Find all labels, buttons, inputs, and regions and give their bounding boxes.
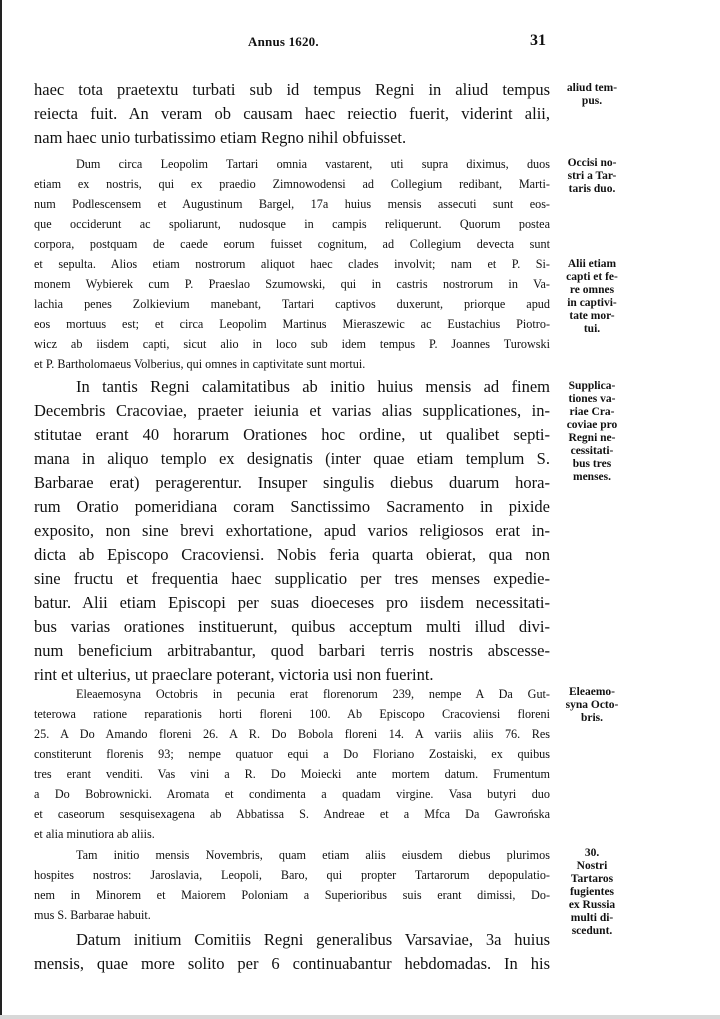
- text-line: num beneficium arbitrabantur, quod barbari terris nostris abscesse-: [34, 641, 550, 660]
- paragraph-4: [34, 684, 550, 844]
- note-line: coviae pro: [566, 419, 618, 431]
- note-line: Regni ne-: [568, 432, 616, 444]
- text-line: a Do Bobrownicki. Aromata et condimenta a quadam virgine. Vasa butyri duo: [34, 787, 550, 801]
- text-line: nem in Minorem et Maiorem Poloniam a Superioribus suis erant dimissi, Do-: [34, 888, 550, 902]
- margin-note-6: [557, 847, 627, 938]
- text-line: num Podlescensem et Augustinum Bargel, 17a huius mensis assecuti sunt eos-: [34, 197, 550, 211]
- margin-note-5: [557, 686, 627, 725]
- note-line: 30.: [584, 847, 600, 859]
- text-line: et caseorum sesquisexagena ab Abbatissa S. Andreae et a Mfca Da Gawrońska: [34, 807, 550, 821]
- running-title: Annus 1620.: [248, 34, 319, 49]
- text-line: eos mortuus est; et circa Leopolim Martinus Mieraszewic ac Eustachius Piotro-: [34, 317, 550, 331]
- margin-note-2: [557, 157, 627, 196]
- text-line: nam haec unio turbatissimo etiam Regno nihil obfuisset.: [34, 128, 407, 147]
- text-line: batur. Alii etiam Episcopi per suas dioeceses pro iisdem necessitati-: [34, 593, 550, 612]
- text-line: mensis, quae more solito per 6 continuabantur hebdomadas. In his: [34, 954, 550, 973]
- note-line: riae Cra-: [569, 406, 615, 418]
- note-line: tate mor-: [569, 310, 615, 322]
- text-line: sine fructu et frequentia haec supplicatio per tres menses expedie-: [34, 569, 550, 588]
- text-line: et sepulta. Alios etiam nostrorum aliquot haec clades involvit; nam et P. Si-: [34, 257, 550, 271]
- note-line: Nostri: [576, 860, 608, 872]
- page-header: [0, 34, 720, 54]
- note-line: Tartaros: [570, 873, 614, 885]
- page-bottom-edge: [0, 1015, 720, 1019]
- text-line: monem Wybierek cum P. Praeslao Szumowski, qui in castris nostrorum in Va-: [34, 277, 550, 291]
- text-line: rint et ulterius, ut praeclare poterant, victoria usi non fuerint.: [34, 665, 434, 684]
- text-line: et P. Bartholomaeus Volberius, qui omnes in captivitate sunt mortui.: [34, 357, 366, 371]
- text-line: Tam initio mensis Novembris, quam etiam aliis eiusdem diebus plurimos: [76, 848, 550, 862]
- paragraph-3: [34, 375, 550, 687]
- text-line: 25. A Do Amando floreni 26. A R. Do Bobola floreni 14. A variis aliis 76. Res: [34, 727, 550, 741]
- note-line: capti et fe-: [566, 271, 618, 283]
- margin-note-4: [557, 380, 627, 484]
- note-line: Eleaemo-: [569, 686, 615, 698]
- text-line: hospites nostros: Jaroslavia, Leopoli, Baro, qui propter Tartarorum depopulatio-: [34, 868, 550, 882]
- page-left-edge: [0, 0, 2, 1019]
- note-line: aliud tem-: [566, 82, 618, 94]
- text-line: mus S. Barbarae habuit.: [34, 908, 151, 922]
- note-line: menses.: [572, 471, 611, 483]
- text-line: exposito, non sine brevi exhortatione, apud varios religiosos erat in-: [34, 521, 550, 540]
- text-line: wicz ab iisdem capti, sicut alio in loco sub idem tempus P. Joannes Turowski: [34, 337, 550, 351]
- note-line: Occisi no-: [567, 157, 617, 169]
- note-line: tiones va-: [568, 393, 616, 405]
- text-line: que occiderunt ac spoliarunt, nudosque in campis reliquerunt. Quorum postea: [34, 217, 550, 231]
- note-line: ex Russia: [568, 899, 616, 911]
- paragraph-2: [34, 154, 550, 374]
- text-line: dicta ab Episcopo Cracoviensi. Nobis feria quarta obierat, qua non: [34, 545, 550, 564]
- text-line: lachia penes Zolkievium manebant, Tartari captivos duxerunt, priorque apud: [34, 297, 550, 311]
- text-line: Decembris Cracoviae, praeter ieiunia et varias alias supplicationes, in-: [34, 401, 550, 420]
- text-line: rum Oratio pomeridiana coram Sanctissimo Sacramento in pixide: [34, 497, 550, 516]
- text-line: In tantis Regni calamitatibus ab initio huius mensis ad finem: [76, 377, 550, 396]
- note-line: multi di-: [570, 912, 614, 924]
- text-line: reiecta fuit. An veram ob causam haec reiectio fuerit, viderint alii,: [34, 104, 550, 123]
- paragraph-5: [34, 845, 550, 925]
- paragraph-6: [34, 928, 550, 976]
- text-line: teterowa ratione reparationis horti floreni 100. Ab Episcopo Cracoviensi floreni: [34, 707, 550, 721]
- note-line: re omnes: [569, 284, 615, 296]
- text-line: tres erant venditi. Vas vini a R. Do Moiecki ante mortem datum. Frumentum: [34, 767, 550, 781]
- text-line: stitutae erant 40 horarum Orationes hoc ordine, ut qualibet septi-: [34, 425, 550, 444]
- text-line: Barbarae erat) peragerentur. Insuper singulis diebus duarum hora-: [34, 473, 550, 492]
- note-line: fugientes: [569, 886, 615, 898]
- note-line: bris.: [580, 712, 604, 724]
- text-line: etiam ex nostris, qui ex praedio Zimnowodensi ad Collegium redibant, Marti-: [34, 177, 550, 191]
- text-line: corpora, postquam de caede eorum fuisset cognitum, ad Collegium devecta sunt: [34, 237, 550, 251]
- note-line: scedunt.: [571, 925, 613, 937]
- page-number: 31: [530, 32, 546, 49]
- text-line: et alia minutiora ab aliis.: [34, 827, 155, 841]
- text-line: constiterunt florenis 93; nempe quatuor equi a Do Floriano Zostaiski, ex quibus: [34, 747, 550, 761]
- note-line: Alii etiam: [567, 258, 617, 270]
- note-line: cessitati-: [570, 445, 614, 457]
- text-line: bus varias orationes instituerunt, quibus acceptum multi illud divi-: [34, 617, 550, 636]
- note-line: in captivi-: [567, 297, 617, 309]
- note-line: syna Octo-: [565, 699, 619, 711]
- paragraph-1: [34, 78, 550, 150]
- note-line: bus tres: [572, 458, 612, 470]
- note-line: stri a Tar-: [567, 170, 617, 182]
- text-line: Dum circa Leopolim Tartari omnia vastarent, uti supra diximus, duos: [76, 157, 550, 171]
- text-line: Eleaemosyna Octobris in pecunia erat florenorum 239, nempe A Da Gut-: [76, 687, 550, 701]
- margin-note-1: [557, 82, 627, 108]
- margin-note-3: [557, 258, 627, 336]
- note-line: tui.: [583, 323, 601, 335]
- note-line: Supplica-: [568, 380, 616, 392]
- note-line: taris duo.: [568, 183, 616, 195]
- text-line: mana in aliquo templo ex designatis (inter quae etiam templum S.: [34, 449, 550, 468]
- note-line: pus.: [581, 95, 603, 107]
- text-line: Datum initium Comitiis Regni generalibus Varsaviae, 3a huius: [76, 930, 550, 949]
- text-line: haec tota praetextu turbati sub id tempus Regni in aliud tempus: [34, 80, 550, 99]
